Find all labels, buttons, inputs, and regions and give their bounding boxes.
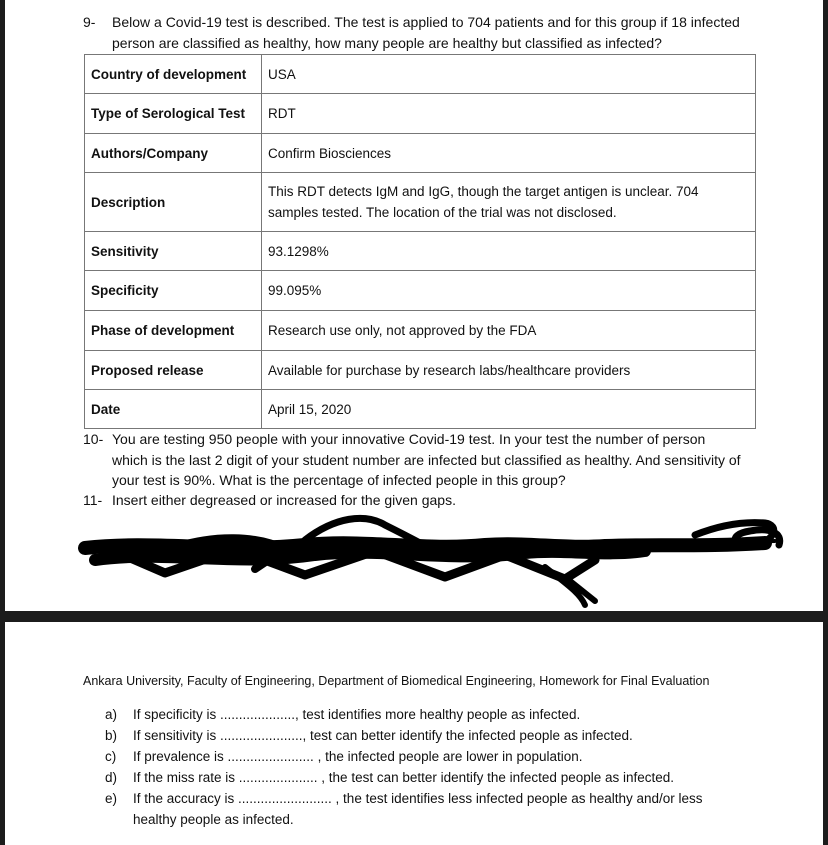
row-label: Phase of development (85, 311, 262, 351)
item-text: If sensitivity is ......................, test can better identify the infected people as infected. (133, 728, 633, 743)
item-letter: a) (105, 707, 118, 722)
item-text: If specificity is ...................., test identifies more healthy people as infected. (133, 707, 581, 722)
table-row (85, 173, 756, 232)
table-row (85, 311, 756, 351)
item-letter: c) (105, 749, 117, 764)
question-number: 9- (83, 14, 96, 30)
row-value: Research use only, not approved by the FDA (262, 311, 756, 351)
table-row (85, 351, 756, 390)
row-value: This RDT detects IgM and IgG, though the target antigen is unclear. 704 samples tested. The location of the trial was not disclosed. (262, 173, 756, 232)
item-letter: d) (105, 770, 118, 785)
row-value: April 15, 2020 (262, 390, 756, 429)
item-text: If the accuracy is ......................... , the test identifies less infected people as healthy and/or less healthy people as infected. (133, 791, 703, 827)
row-label: Authors/Company (85, 134, 262, 173)
item-letter: e) (105, 791, 118, 806)
question-text-line: person are classified as healthy, how many people are healthy but classified as infected? (112, 35, 662, 51)
row-value: 99.095% (262, 271, 756, 311)
item-text: If the miss rate is ..................... , the test can better identify the infected people as infected. (133, 770, 675, 785)
row-label: Sensitivity (85, 232, 262, 271)
row-label: Proposed release (85, 351, 262, 390)
document-page-1 (5, 0, 823, 611)
item-letter: b) (105, 728, 118, 743)
table-row (85, 134, 756, 173)
question-text-line: You are testing 950 people with your innovative Covid-19 test. In your test the number of person (112, 431, 706, 447)
table-row (85, 271, 756, 311)
question-text-line: which is the last 2 digit of your student number are infected but classified as healthy. And sensitivity of (112, 452, 741, 468)
question-text-line: your test is 90%. What is the percentage of infected people in this group? (112, 472, 566, 488)
row-label: Description (85, 173, 262, 232)
table-row (85, 55, 756, 94)
row-value: 93.1298% (262, 232, 756, 271)
question-text-line: Below a Covid-19 test is described. The test is applied to 704 patients and for this group if 18 infected (112, 14, 740, 30)
row-value: Confirm Biosciences (262, 134, 756, 173)
document-page-2 (5, 622, 823, 845)
item-text: If prevalence is ....................... , the infected people are lower in population. (133, 749, 583, 764)
row-value: USA (262, 55, 756, 94)
row-value: RDT (262, 94, 756, 134)
row-label: Country of development (85, 55, 262, 94)
question-number: 11- (83, 492, 103, 508)
page-footer: Ankara University, Faculty of Engineering, Department of Biomedical Engineering, Homework for Final Evaluation (83, 674, 710, 688)
question-text-line: Insert either degreased or increased for the given gaps. (112, 492, 456, 508)
table-row (85, 390, 756, 429)
question-number: 10- (83, 431, 104, 447)
table-row (85, 94, 756, 134)
redaction-scribble (5, 505, 823, 611)
table-row (85, 232, 756, 271)
row-label: Date (85, 390, 262, 429)
row-label: Specificity (85, 271, 262, 311)
test-spec-table (84, 54, 756, 429)
row-value: Available for purchase by research labs/healthcare providers (262, 351, 756, 390)
row-label: Type of Serological Test (85, 94, 262, 134)
